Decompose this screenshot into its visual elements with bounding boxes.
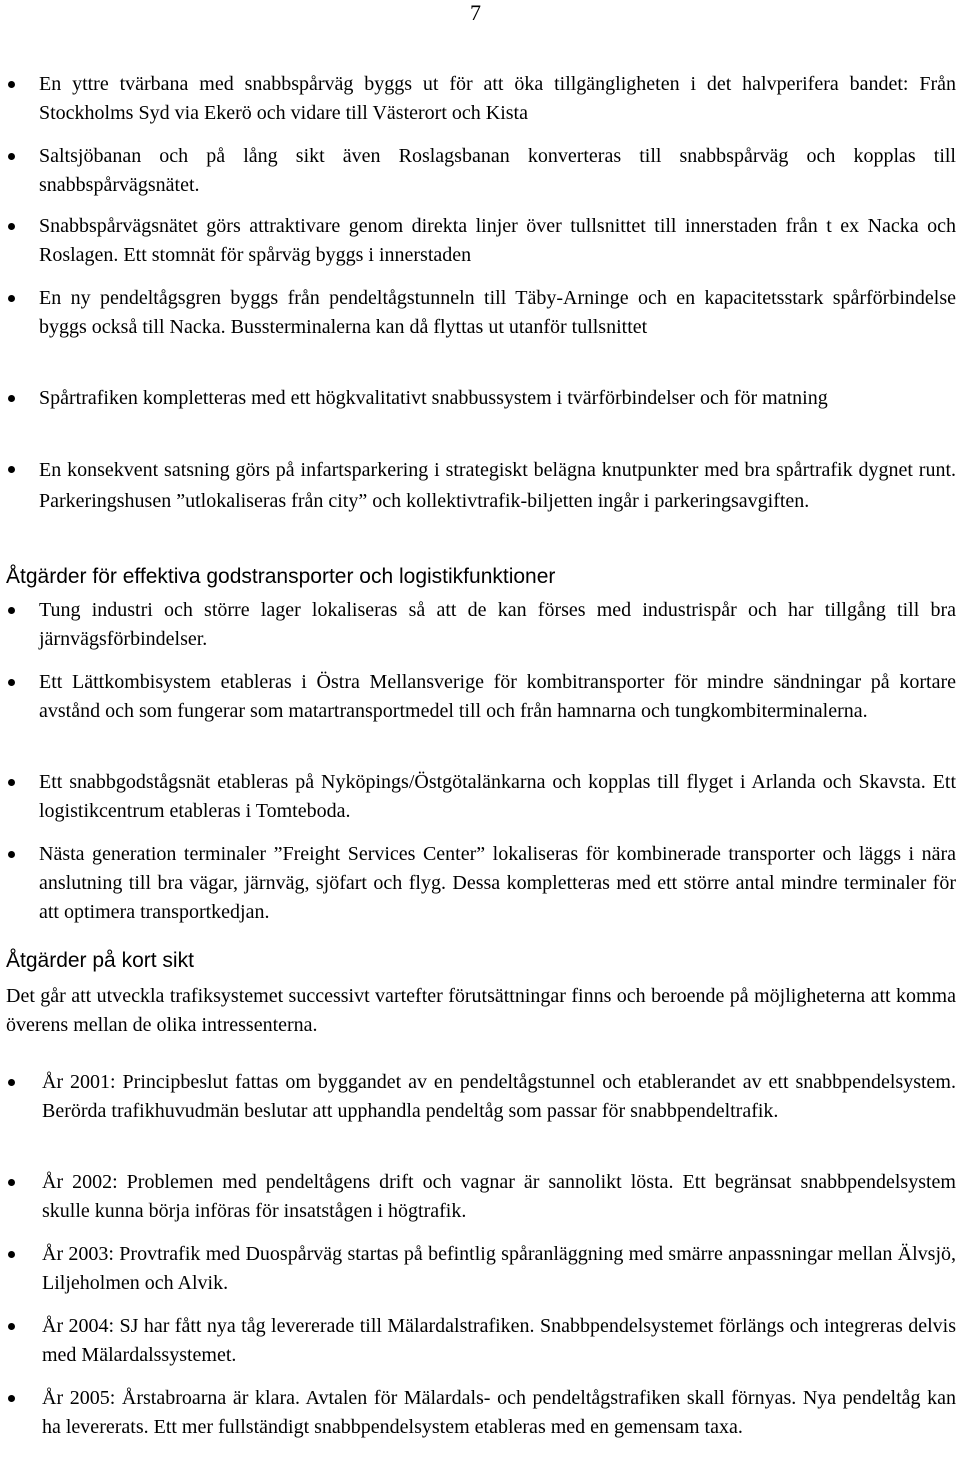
list-item-text: Nästa generation terminaler ”Freight Services Center” lokaliseras för kombinerade transporter och läggs i nära anslutning till bra vägar, järnväg, sjöfart och flyg. Dessa kompletteras med ett större antal mindre terminaler för att optimera transportkedjan. [39,843,956,923]
list-item-text: År 2005: Årstabroarna är klara. Avtalen för Mälardals- och pendeltågstrafiken skall förnyas. Nya pendeltåg kan ha levererats. Ett mer fullständigt snabbpendelsystem etableras med en gemensam taxa. [42,1387,956,1438]
bullet-icon [8,1395,15,1402]
intro-paragraph: Det går att utveckla trafiksystemet successivt vartefter förutsättningar finns och beroende på möjligheterna att komma överens mellan de olika intressenterna. [6,985,956,1036]
list-item-text: Saltsjöbanan och på lång sikt även Roslagsbanan konverteras till snabbspårväg och kopplas till snabbspårvägsnätet. [39,145,956,196]
bullet-icon [8,81,15,88]
list-item-text: Spårtrafiken kompletteras med ett högkvalitativt snabbussystem i tvärförbindelser och för matning [39,387,828,409]
bullet-icon [8,1323,15,1330]
list-item-text: År 2004: SJ har fått nya tåg levererade till Mälardalstrafiken. Snabbpendelsystemet förlängs och integreras delvis med Mälardalssystemet. [42,1315,956,1366]
bullet-icon [8,153,15,160]
bullet-icon [8,223,15,230]
list-item-text: En konsekvent satsning görs på infartsparkering i strategiskt belägna knutpunkter med bra spårtrafik dygnet runt. Parkeringshusen ”utlokaliseras från city” och kollektivtrafik-biljetten ingår i parkeringsavgiften. [39,459,956,512]
list-item-text: År 2002: Problemen med pendeltågens drift och vagnar är sannolikt lösta. Ett begränsat snabbpendelsystem skulle kunna börja införas för insatstågen i högtrafik. [42,1171,956,1222]
bullet-icon [8,466,15,473]
bullet-icon [8,779,15,786]
list-item-text: En yttre tvärbana med snabbspårväg byggs ut för att öka tillgängligheten i det halvperifera bandet: Från Stockholms Syd via Ekerö och vidare till Västerort och Kista [39,73,956,124]
list-item-text: År 2001: Principbeslut fattas om byggandet av en pendeltågstunnel och etablerandet av ett snabbpendelsystem. Berörda trafikhuvudmän beslutar att upphandla pendeltåg som passar för snabbpendeltrafik. [42,1071,956,1122]
bullet-icon [8,851,15,858]
page-number: 7 [470,0,481,25]
list-item-text: Ett Lättkombisystem etableras i Östra Mellansverige för kombitransporter för mindre sändningar på kortare avstånd och som fungerar som matartransportmedel till och från hamnarna och tungkombiterminalerna. [39,671,956,722]
bullet-icon [8,1179,15,1186]
section-heading: Åtgärder för effektiva godstransporter och logistikfunktioner [6,565,556,588]
list-item-text: En ny pendeltågsgren byggs från pendeltågstunneln till Täby-Arninge och en kapacitetsstark spårförbindelse byggs också till Nacka. Bussterminalerna kan då flyttas ut utanför tullsnittet [39,287,956,338]
list-item-text: Snabbspårvägsnätet görs attraktivare genom direkta linjer över tullsnittet till innerstaden från t ex Nacka och Roslagen. Ett stomnät för spårväg byggs i innerstaden [39,215,956,266]
section-heading: Åtgärder på kort sikt [6,949,194,972]
bullet-icon [8,679,15,686]
list-item-text: Ett snabbgodstågsnät etableras på Nyköpings/Östgötalänkarna och kopplas till flyget i Arlanda och Skavsta. Ett logistikcentrum etableras i Tomteboda. [39,771,956,822]
list-item-text: Tung industri och större lager lokaliseras så att de kan förses med industrispår och har tillgång till bra järnvägsförbindelser. [39,599,956,650]
bullet-icon [8,395,15,402]
bullet-icon [8,295,15,302]
bullet-icon [8,1251,15,1258]
list-item-text: År 2003: Provtrafik med Duospårväg startas på befintlig spåranläggning med smärre anpassningar mellan Älvsjö, Liljeholmen och Alvik. [42,1243,956,1294]
bullet-icon [8,607,15,614]
bullet-icon [8,1079,15,1086]
